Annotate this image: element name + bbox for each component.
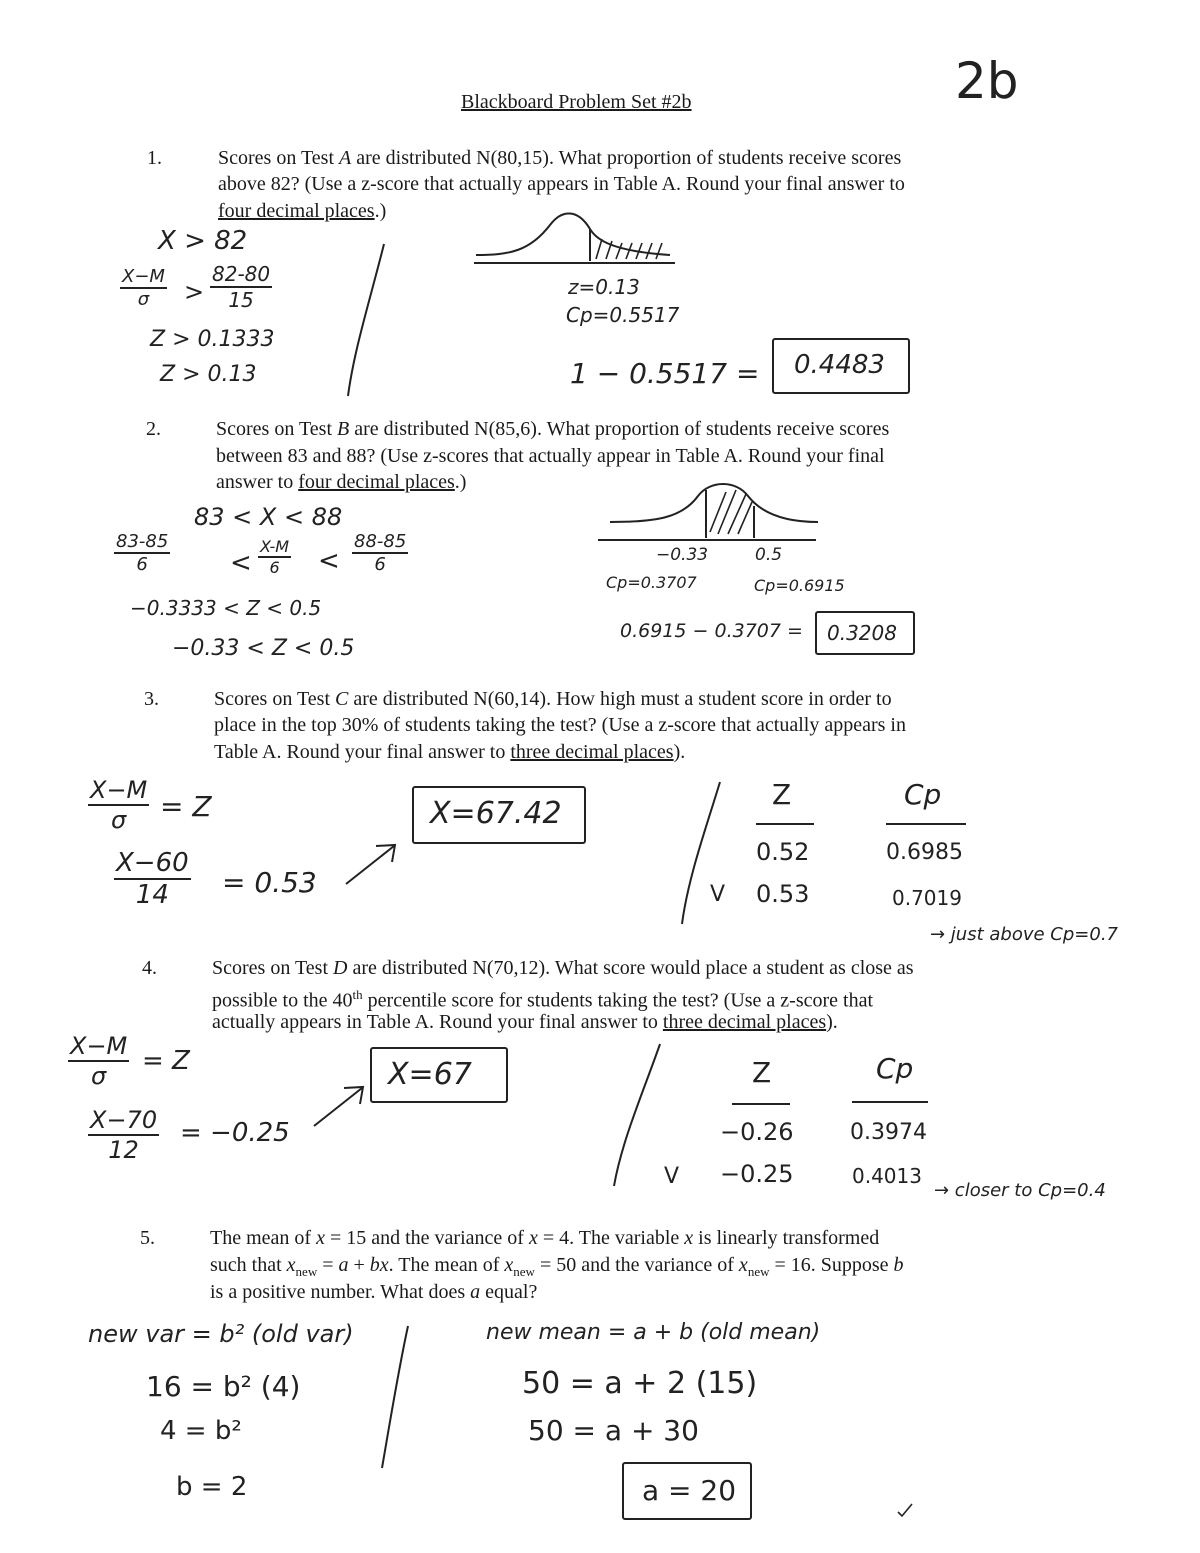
p4-f1-num: X−M <box>70 1032 128 1060</box>
p1-cp-label: Cp=0.5517 <box>566 303 680 327</box>
p2-lt-1: < <box>230 548 252 578</box>
p4-f2-num: X−70 <box>90 1106 158 1134</box>
p3-answer-box <box>412 786 586 844</box>
problem-5-number: 5. <box>140 1227 155 1249</box>
p2-inequality: 83 < X < 88 <box>194 503 343 531</box>
p3-eq-1: = Z <box>160 790 212 823</box>
p2-f3-den: 6 <box>374 554 386 575</box>
p1-frac-rhs-num: 82-80 <box>212 262 271 286</box>
p3-row2-z: 0.53 <box>756 880 810 908</box>
problem-4-line-1: Scores on Test D are distributed N(70,12). What score would place a student as close as <box>212 957 914 979</box>
problem-2-number: 2. <box>146 418 161 440</box>
problem-1-line-3: four decimal places.) <box>218 200 387 222</box>
p1-fraction-lhs <box>120 266 167 310</box>
problem-1-line-2: above 82? (Use a z-score that actually appears in Table A. Round your final answer to <box>218 173 905 195</box>
p2-f1-den: 6 <box>136 554 148 575</box>
p4-eq-2: = −0.25 <box>180 1118 290 1148</box>
p1-inequality: X > 82 <box>158 226 248 256</box>
p1-fraction-rhs <box>210 262 272 312</box>
p3-col-cp: Cp <box>904 778 942 811</box>
p2-z-left: −0.33 <box>656 545 709 565</box>
p3-check-mark: V <box>710 882 726 907</box>
corner-label: 2b <box>955 52 1019 110</box>
problem-3-number: 3. <box>144 688 159 710</box>
p4-col-z: Z <box>752 1056 772 1089</box>
p1-frac-lhs-den: σ <box>137 289 150 310</box>
p2-fraction-2 <box>258 537 291 577</box>
problem-5-line-3: is a positive number. What does a equal? <box>210 1281 538 1303</box>
p2-z-right: 0.5 <box>755 545 783 565</box>
p2-cp-left: Cp=0.3707 <box>606 573 697 592</box>
p4-f2-den: 12 <box>108 1136 139 1164</box>
problem-4-line-2: possible to the 40th percentile score for students taking the test? (Use a z-score that <box>212 987 874 1012</box>
p1-answer-box <box>772 338 910 394</box>
p5-left-line-4: b = 2 <box>176 1472 248 1502</box>
problem-5-line-1: The mean of x = 15 and the variance of x = 4. The variable x is linearly transformed <box>210 1227 880 1249</box>
problem-3-line-1: Scores on Test C are distributed N(60,14). How high must a student score in order to <box>214 688 892 710</box>
problem-4-line-3: actually appears in Table A. Round your final answer to three decimal places). <box>212 1011 838 1033</box>
p4-row2-z: −0.25 <box>720 1160 794 1188</box>
p2-answer-box <box>815 611 915 655</box>
p2-z-step-2: −0.33 < Z < 0.5 <box>172 636 355 661</box>
p3-note: → just above Cp=0.7 <box>930 924 1118 945</box>
p4-fraction-1 <box>68 1032 129 1090</box>
p5-left-line-3: 4 = b² <box>160 1416 242 1446</box>
p4-eq-1: = Z <box>142 1046 190 1076</box>
p2-cp-right: Cp=0.6915 <box>754 576 845 595</box>
p1-frac-lhs-num: X−M <box>122 266 165 287</box>
p3-f1-num: X−M <box>90 776 148 804</box>
p4-col-cp: Cp <box>876 1052 914 1085</box>
p1-z-label: z=0.13 <box>568 275 640 299</box>
p3-eq-2: = 0.53 <box>222 866 317 899</box>
p5-divider-stroke <box>368 1322 418 1472</box>
p1-gt: > <box>184 278 205 306</box>
problem-3-line-3: Table A. Round your final answer to three decimal places). <box>214 741 686 763</box>
p4-arrow <box>310 1080 370 1130</box>
tick-mark-icon <box>896 1500 916 1520</box>
p1-frac-rhs-den: 15 <box>228 288 254 312</box>
p1-answer: 0.4483 <box>794 350 885 380</box>
problem-1-number: 1. <box>147 147 162 169</box>
p4-answer-box <box>370 1047 508 1103</box>
p5-left-line-2: 16 = b² (4) <box>146 1370 301 1403</box>
p2-z-step-1: −0.3333 < Z < 0.5 <box>130 596 322 620</box>
problem-4-number: 4. <box>142 957 157 979</box>
problem-2-line-2: between 83 and 88? (Use z-scores that actually appear in Table A. Round your final <box>216 445 885 467</box>
p3-row2-cp: 0.7019 <box>892 886 962 910</box>
problem-1-line-1: Scores on Test A are distributed N(80,15). What proportion of students receive scores <box>218 147 902 169</box>
p2-f1-num: 83-85 <box>116 531 169 552</box>
p4-check-mark: V <box>664 1164 680 1189</box>
p2-normal-curve-sketch <box>596 478 826 548</box>
p5-right-line-3: 50 = a + 30 <box>528 1414 699 1447</box>
p3-col-z: Z <box>772 778 792 811</box>
p3-f2-num: X−60 <box>116 848 189 878</box>
p3-f1-den: σ <box>111 806 127 834</box>
p1-z-step-2: Z > 0.13 <box>160 362 257 387</box>
p1-divider-stroke <box>340 240 390 400</box>
p4-row2-cp: 0.4013 <box>852 1164 922 1188</box>
p5-right-line-1: new mean = a + b (old mean) <box>486 1320 821 1345</box>
problem-2-line-1: Scores on Test B are distributed N(85,6). What proportion of students receive scores <box>216 418 890 440</box>
p2-fraction-3 <box>352 531 408 575</box>
p2-answer: 0.3208 <box>827 621 897 645</box>
p2-lt-2: < <box>318 546 340 576</box>
p5-left-line-1: new var = b² (old var) <box>88 1320 354 1348</box>
p4-f1-den: σ <box>91 1062 107 1090</box>
p2-f2-num: X-M <box>260 537 290 556</box>
p1-z-step-1: Z > 0.1333 <box>150 327 275 352</box>
problem-3-line-2: place in the top 30% of students taking the test? (Use a z-score that actually appears in <box>214 714 906 736</box>
page-title: Blackboard Problem Set #2b <box>461 91 692 113</box>
p2-f3-num: 88-85 <box>354 531 407 552</box>
p1-calculation: 1 − 0.5517 = <box>570 357 760 390</box>
p4-row1-cp: 0.3974 <box>850 1120 927 1145</box>
p5-right-line-2: 50 = a + 2 (15) <box>522 1366 758 1401</box>
p3-fraction-2 <box>114 848 191 910</box>
p5-answer-box <box>622 1462 752 1520</box>
p1-normal-curve-sketch <box>470 205 690 275</box>
p5-answer: a = 20 <box>642 1474 737 1507</box>
problem-5-line-2: such that $x_{new} = a$ + bx. The mean of $x_{new} = 50$ and the variance of $x_{new} = 16$. Suppose b <box>210 1254 904 1279</box>
p4-note: → closer to Cp=0.4 <box>934 1180 1106 1201</box>
problem-2-line-3: answer to four decimal places.) <box>216 471 467 493</box>
p3-row1-cp: 0.6985 <box>886 840 963 865</box>
p3-fraction-1 <box>88 776 149 834</box>
p2-f2-den: 6 <box>269 558 280 577</box>
p3-f2-den: 14 <box>135 880 169 910</box>
p2-fraction-1 <box>114 531 170 575</box>
p3-table-rules <box>754 818 994 828</box>
p2-calculation: 0.6915 − 0.3707 = <box>620 620 803 642</box>
p3-row1-z: 0.52 <box>756 838 810 866</box>
p4-fraction-2 <box>88 1106 159 1164</box>
p4-row1-z: −0.26 <box>720 1118 794 1146</box>
p3-arrow <box>342 838 402 888</box>
p4-answer: X=67 <box>388 1057 472 1092</box>
p4-divider-stroke <box>606 1040 666 1190</box>
p4-table-rules <box>730 1098 970 1108</box>
p3-answer: X=67.42 <box>430 796 562 831</box>
